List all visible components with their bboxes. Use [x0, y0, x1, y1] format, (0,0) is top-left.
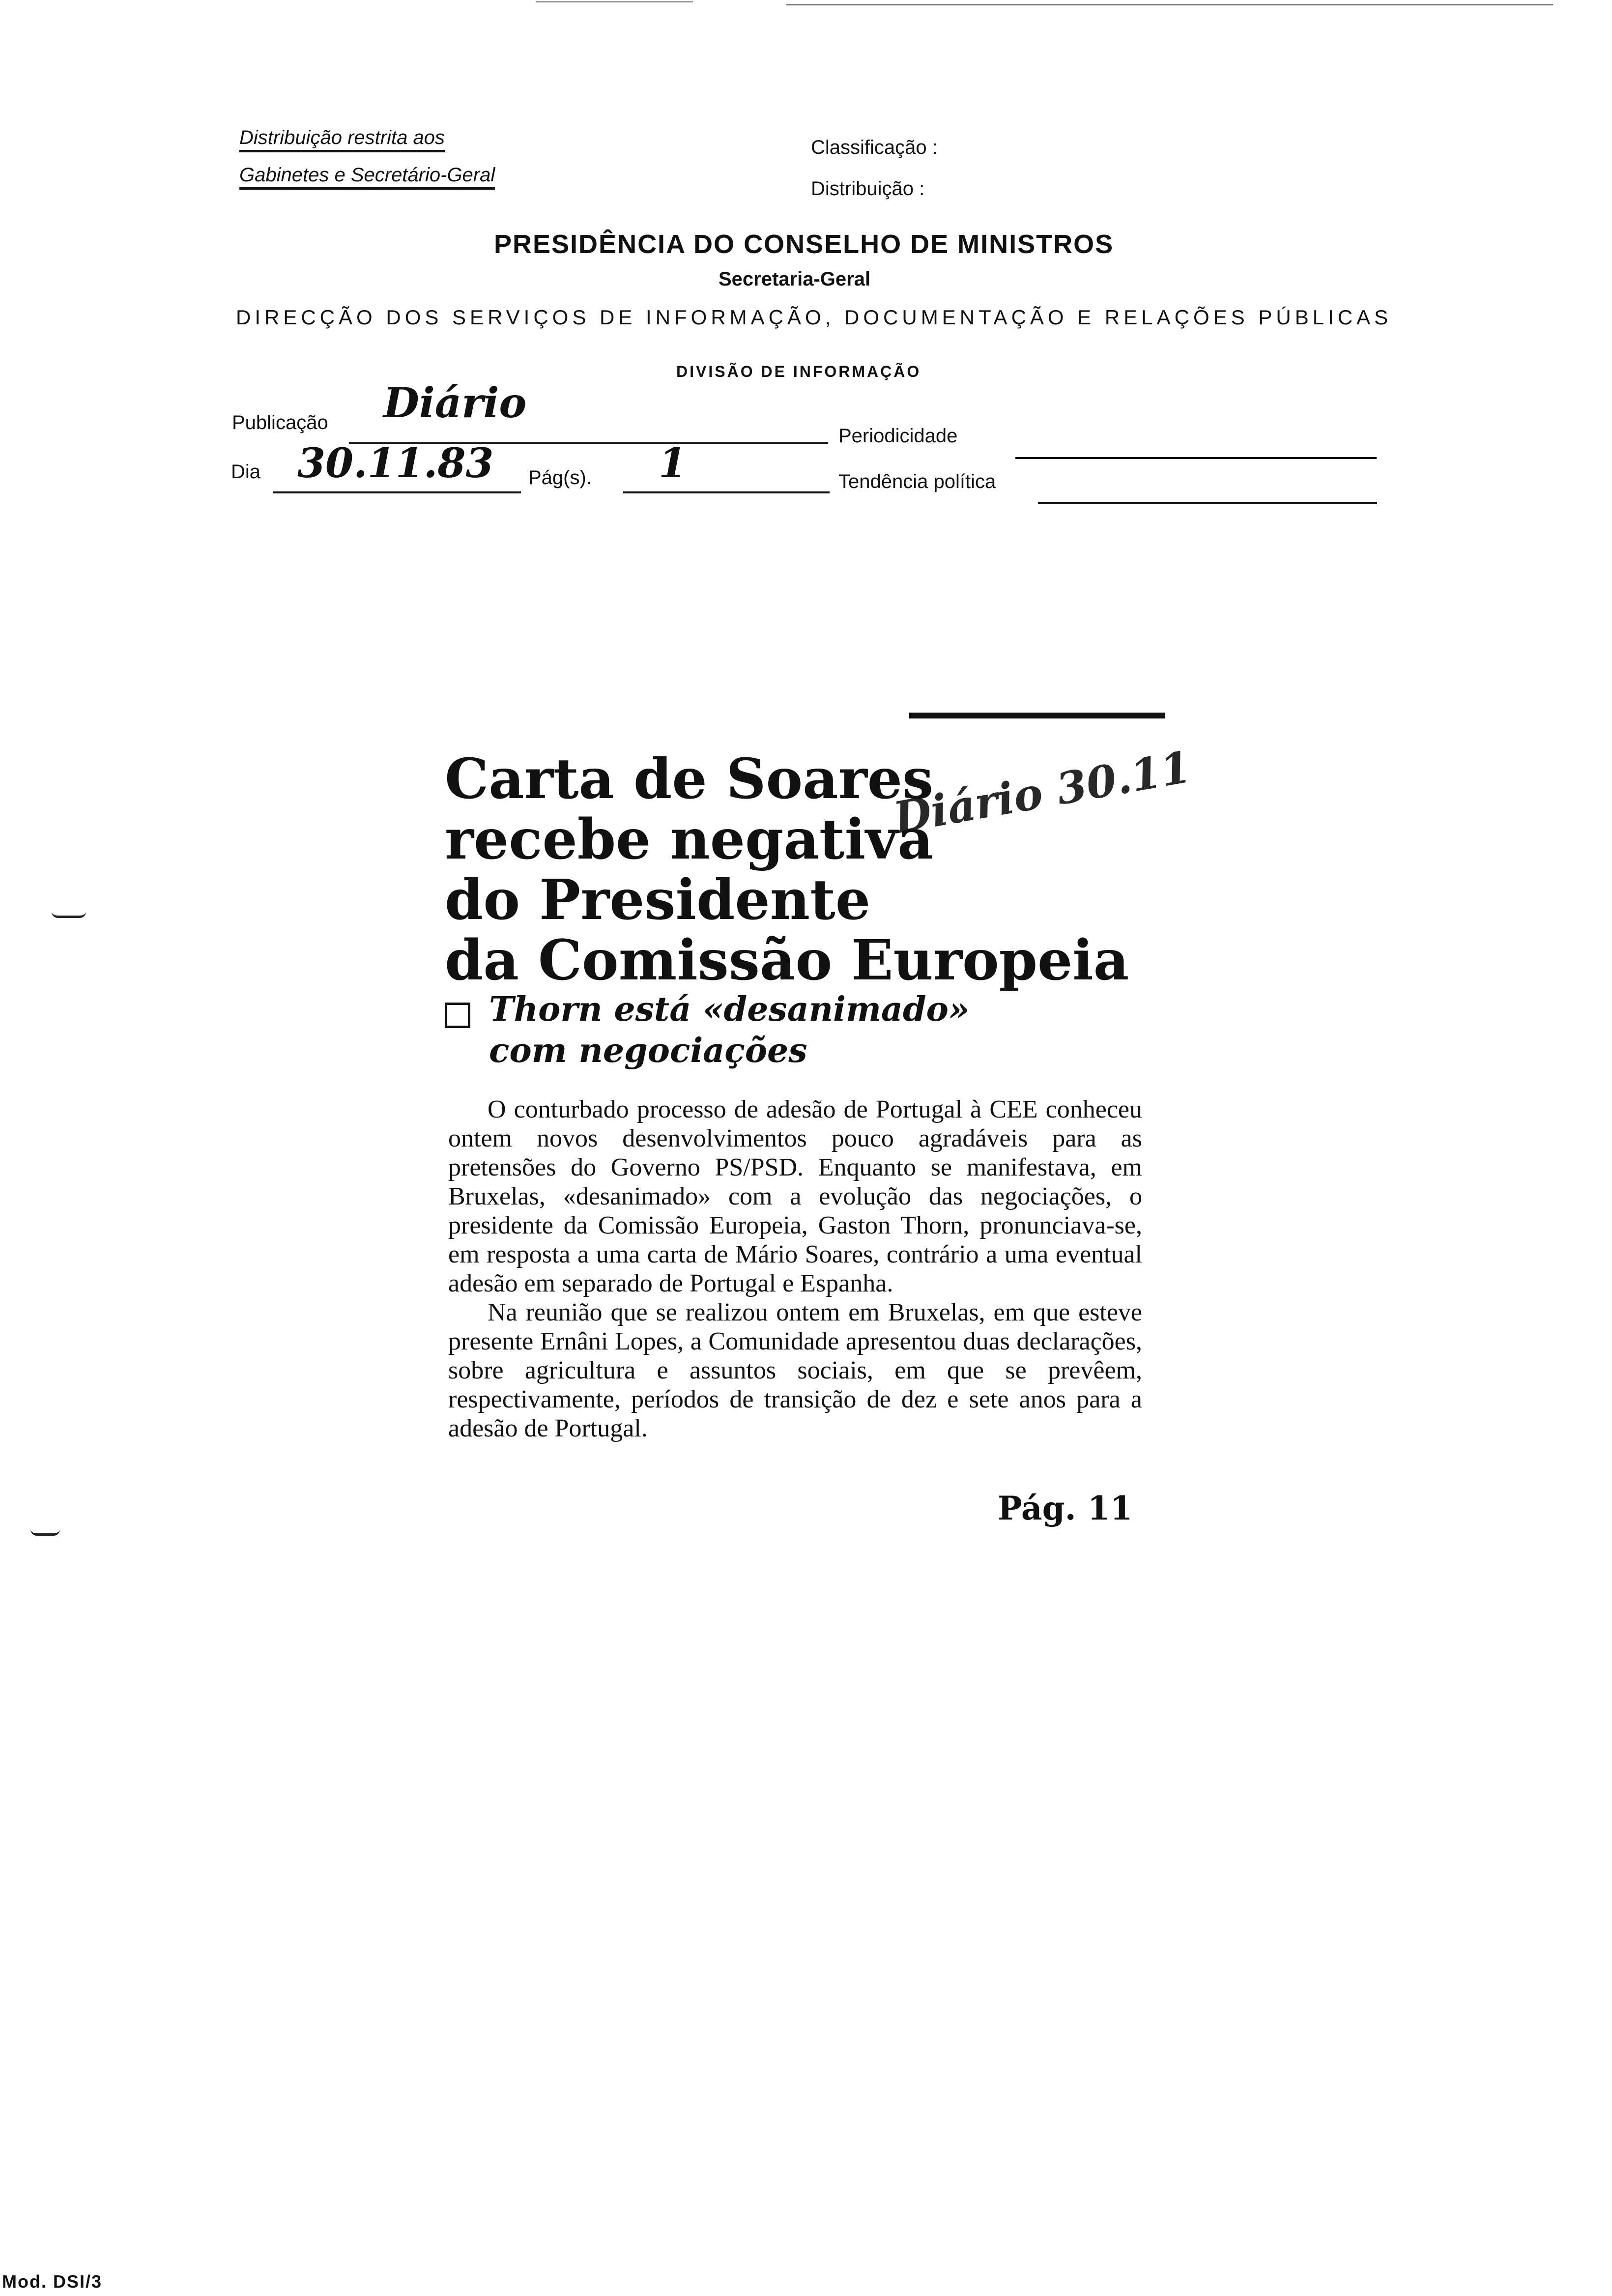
secretaria-geral: Secretaria-Geral: [719, 268, 871, 290]
handwritten-annotation: Diário 30.11: [890, 741, 1195, 844]
subheadline: [489, 989, 969, 1071]
article-paragraph: O conturbado processo de adesão de Portugal à CEE conheceu ontem novos desenvolvimentos pouco agradáveis para as pretensões do Governo PS/PSD. Enquanto se manifestava, em Bruxelas, «desanimado» com a evolução das negociações, o presidente da Comissão Europeia, Gaston Thorn, pronunciava-se, em resposta a uma carta de Mário Soares, contrário a uma eventual adesão em separado de Portugal e Espanha.: [448, 1095, 1142, 1297]
headline-line-2: recebe negativa: [445, 807, 933, 872]
subhead-line-1: Thorn está «desanimado»: [489, 990, 970, 1029]
clipping-top-rule: [909, 713, 1165, 718]
margin-mark: [30, 1529, 60, 1536]
headline-line-4: da Comissão Europeia: [445, 928, 1129, 993]
distribuicao-label: Distribuição :: [811, 178, 925, 200]
subhead-line-2: com negociações: [489, 1031, 807, 1070]
article-body: [448, 1095, 1142, 1443]
article-paragraph: Na reunião que se realizou ontem em Bruxelas, em que esteve presente Ernâni Lopes, a Comunidade apresentou duas declarações, sobre agricultura e assuntos sociais, em que se prevêem, respectivamente, períodos de transição de dez e sete anos para a adesão de Portugal.: [448, 1298, 1142, 1442]
restriction-line-1: Distribuição restrita aos: [239, 127, 445, 152]
publicacao-value: Diário: [383, 378, 527, 427]
headline-line-1: Carta de Soares: [445, 747, 934, 811]
classificacao-label: Classificação :: [811, 137, 938, 158]
tendencia-line: [1038, 502, 1377, 504]
dia-value: 30.11.83: [297, 440, 494, 487]
divisao-line: DIVISÃO DE INFORMAÇÃO: [676, 363, 921, 380]
restriction-line-2: Gabinetes e Secretário-Geral: [239, 164, 495, 190]
periodicidade-line: [1015, 457, 1377, 459]
periodicidade-label: Periodicidade: [838, 425, 958, 447]
headline-line-3: do Presidente: [445, 868, 871, 932]
dia-label: Dia: [231, 461, 261, 483]
pags-line: [623, 491, 830, 493]
publicacao-label: Publicação: [232, 412, 328, 433]
tendencia-label: Tendência política: [838, 471, 996, 492]
checkbox-icon: [445, 1003, 470, 1028]
pags-label: Pág(s).: [528, 467, 592, 488]
continuation-page-ref: Pág. 11: [998, 1489, 1133, 1527]
dia-line: [273, 491, 521, 493]
form-code: Mod. DSI/3: [2, 2271, 103, 2292]
organization-title: PRESIDÊNCIA DO CONSELHO DE MINISTROS: [494, 230, 1114, 259]
direccao-line: DIRECÇÃO DOS SERVIÇOS DE INFORMAÇÃO, DOCUMENTAÇÃO E RELAÇÕES PÚBLICAS: [236, 306, 1392, 329]
margin-mark: [52, 912, 86, 918]
scan-edge-top: [536, 1, 693, 2]
scan-edge-top-right: [786, 4, 1553, 5]
pags-value: 1: [659, 440, 687, 487]
